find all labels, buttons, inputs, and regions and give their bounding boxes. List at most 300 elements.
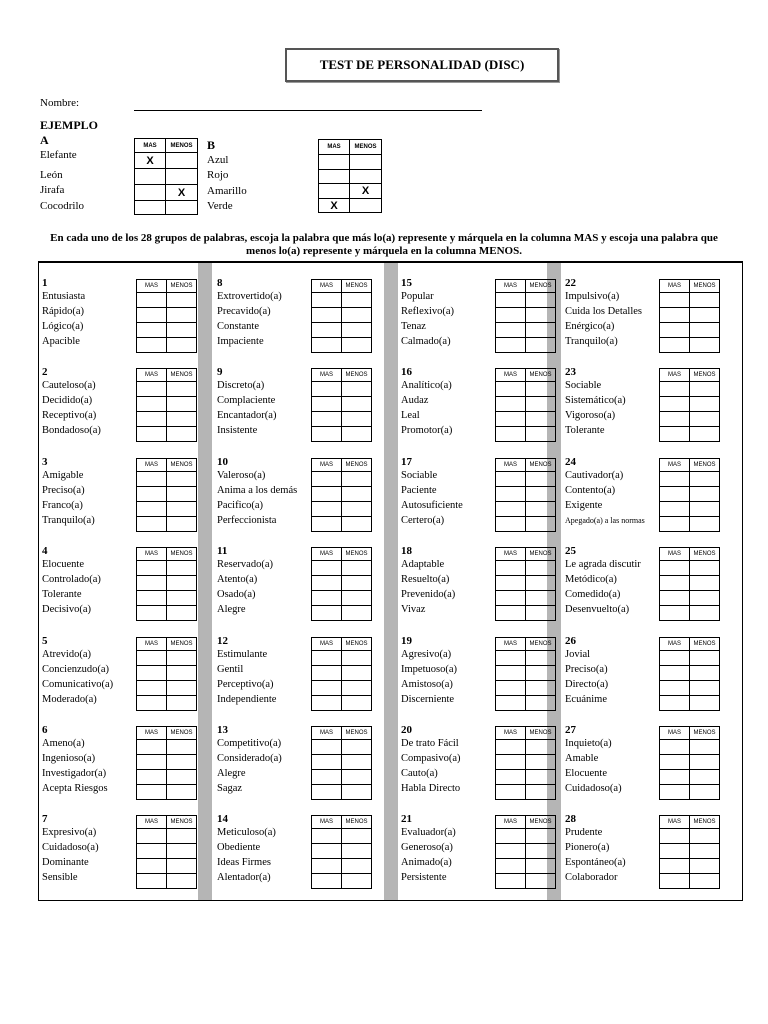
mas-checkbox[interactable] [312, 412, 342, 427]
menos-checkbox[interactable] [526, 576, 556, 591]
menos-checkbox[interactable] [526, 323, 556, 338]
word-group-22 [563, 275, 728, 355]
menos-checkbox[interactable] [690, 681, 720, 696]
group-number: 15 [401, 277, 412, 289]
mas-checkbox[interactable] [660, 740, 690, 755]
group-number: 6 [42, 724, 48, 736]
group-word: Independiente [217, 694, 277, 705]
group-word: Alegre [217, 604, 246, 615]
menos-checkbox[interactable] [690, 293, 720, 308]
menos-checkbox[interactable] [167, 308, 197, 323]
menos-checkbox[interactable] [167, 785, 197, 800]
menos-checkbox[interactable] [342, 681, 372, 696]
mas-checkbox[interactable] [312, 755, 342, 770]
menos-checkbox[interactable] [690, 829, 720, 844]
menos-checkbox[interactable] [690, 874, 720, 889]
word-group-25 [563, 543, 728, 623]
mas-checkbox[interactable] [660, 517, 690, 532]
mas-checkbox[interactable] [496, 666, 526, 681]
menos-header: MENOS [526, 816, 556, 829]
menos-checkbox[interactable] [690, 591, 720, 606]
example-mark-cell: X [166, 185, 198, 201]
menos-checkbox[interactable] [526, 844, 556, 859]
mas-checkbox[interactable] [660, 591, 690, 606]
mas-checkbox[interactable] [496, 308, 526, 323]
mas-menos-grid [495, 547, 556, 621]
word-group-18 [399, 543, 564, 623]
menos-checkbox[interactable] [167, 472, 197, 487]
mas-checkbox[interactable] [496, 293, 526, 308]
mas-checkbox[interactable] [660, 412, 690, 427]
mas-checkbox[interactable] [137, 472, 167, 487]
menos-checkbox[interactable] [526, 338, 556, 353]
menos-checkbox[interactable] [690, 666, 720, 681]
menos-checkbox[interactable] [167, 606, 197, 621]
mas-checkbox[interactable] [312, 874, 342, 889]
mas-checkbox[interactable] [660, 472, 690, 487]
menos-checkbox[interactable] [690, 397, 720, 412]
menos-checkbox[interactable] [526, 755, 556, 770]
mas-checkbox[interactable] [660, 829, 690, 844]
menos-checkbox[interactable] [690, 308, 720, 323]
word-group-6 [40, 722, 205, 802]
menos-checkbox[interactable] [342, 427, 372, 442]
menos-checkbox[interactable] [526, 606, 556, 621]
menos-checkbox[interactable] [342, 696, 372, 711]
group-word: Moderado(a) [42, 694, 97, 705]
mas-checkbox[interactable] [496, 844, 526, 859]
mas-checkbox[interactable] [660, 338, 690, 353]
example-b-item: Rojo [207, 169, 229, 181]
group-word: Ecuánime [565, 694, 607, 705]
mas-header: MAS [312, 459, 342, 472]
mas-checkbox[interactable] [312, 770, 342, 785]
menos-checkbox[interactable] [690, 785, 720, 800]
menos-checkbox[interactable] [342, 755, 372, 770]
mas-header: MAS [312, 638, 342, 651]
group-number: 4 [42, 545, 48, 557]
mas-checkbox[interactable] [137, 606, 167, 621]
checkbox-cell [166, 153, 198, 169]
mas-menos-grid [495, 726, 556, 800]
mas-checkbox[interactable] [312, 859, 342, 874]
group-word: Alegre [217, 768, 246, 779]
mas-checkbox[interactable] [312, 576, 342, 591]
mas-checkbox[interactable] [496, 740, 526, 755]
mas-checkbox[interactable] [312, 681, 342, 696]
menos-checkbox[interactable] [167, 561, 197, 576]
group-word: Reservado(a) [217, 559, 273, 570]
mas-checkbox[interactable] [137, 770, 167, 785]
menos-checkbox[interactable] [526, 412, 556, 427]
mas-checkbox[interactable] [312, 696, 342, 711]
mas-checkbox[interactable] [137, 382, 167, 397]
mas-checkbox[interactable] [496, 561, 526, 576]
menos-checkbox[interactable] [342, 859, 372, 874]
mas-checkbox[interactable] [496, 472, 526, 487]
menos-checkbox[interactable] [526, 561, 556, 576]
menos-checkbox[interactable] [342, 770, 372, 785]
menos-checkbox[interactable] [167, 591, 197, 606]
mas-checkbox[interactable] [496, 576, 526, 591]
group-word: Contento(a) [565, 485, 616, 496]
mas-checkbox[interactable] [312, 502, 342, 517]
word-group-10 [215, 454, 380, 534]
menos-checkbox[interactable] [167, 755, 197, 770]
group-number: 10 [217, 456, 228, 468]
group-number: 23 [565, 366, 576, 378]
menos-checkbox[interactable] [342, 829, 372, 844]
mas-checkbox[interactable] [496, 412, 526, 427]
mas-header: MAS [660, 816, 690, 829]
mas-checkbox[interactable] [137, 859, 167, 874]
mas-checkbox[interactable] [496, 755, 526, 770]
menos-checkbox[interactable] [342, 561, 372, 576]
menos-checkbox[interactable] [690, 323, 720, 338]
mas-checkbox[interactable] [660, 308, 690, 323]
menos-checkbox[interactable] [342, 785, 372, 800]
menos-checkbox[interactable] [526, 696, 556, 711]
menos-checkbox[interactable] [526, 427, 556, 442]
menos-checkbox[interactable] [690, 651, 720, 666]
word-group-15 [399, 275, 564, 355]
group-word: Colaborador [565, 872, 618, 883]
mas-checkbox[interactable] [660, 561, 690, 576]
mas-checkbox[interactable] [660, 770, 690, 785]
mas-checkbox[interactable] [137, 412, 167, 427]
menos-checkbox[interactable] [167, 666, 197, 681]
menos-checkbox[interactable] [167, 829, 197, 844]
mas-checkbox[interactable] [137, 323, 167, 338]
menos-checkbox[interactable] [342, 606, 372, 621]
menos-checkbox[interactable] [342, 487, 372, 502]
menos-checkbox[interactable] [690, 770, 720, 785]
mas-checkbox[interactable] [660, 487, 690, 502]
group-word: Analítico(a) [401, 380, 452, 391]
word-group-4 [40, 543, 205, 623]
menos-checkbox[interactable] [342, 338, 372, 353]
mas-checkbox[interactable] [137, 666, 167, 681]
menos-checkbox[interactable] [342, 576, 372, 591]
mas-checkbox[interactable] [496, 696, 526, 711]
mas-checkbox[interactable] [137, 308, 167, 323]
group-number: 3 [42, 456, 48, 468]
menos-checkbox[interactable] [690, 427, 720, 442]
mas-checkbox[interactable] [137, 293, 167, 308]
menos-checkbox[interactable] [167, 502, 197, 517]
menos-checkbox[interactable] [526, 502, 556, 517]
menos-checkbox[interactable] [167, 770, 197, 785]
mas-checkbox[interactable] [312, 844, 342, 859]
mas-checkbox[interactable] [660, 606, 690, 621]
mas-checkbox[interactable] [496, 651, 526, 666]
mas-checkbox[interactable] [496, 323, 526, 338]
group-number: 11 [217, 545, 228, 557]
mas-checkbox[interactable] [660, 427, 690, 442]
mas-header: MAS [137, 548, 167, 561]
menos-checkbox[interactable] [690, 755, 720, 770]
mas-checkbox[interactable] [660, 397, 690, 412]
menos-checkbox[interactable] [690, 606, 720, 621]
mas-checkbox[interactable] [496, 829, 526, 844]
menos-checkbox[interactable] [167, 651, 197, 666]
mas-menos-grid [659, 637, 720, 711]
group-word: Amistoso(a) [401, 679, 453, 690]
mas-menos-grid [311, 726, 372, 800]
mas-checkbox[interactable] [660, 785, 690, 800]
mas-checkbox[interactable] [660, 859, 690, 874]
menos-checkbox[interactable] [690, 844, 720, 859]
menos-checkbox[interactable] [167, 397, 197, 412]
mas-checkbox[interactable] [312, 561, 342, 576]
mas-menos-grid [311, 637, 372, 711]
menos-checkbox[interactable] [342, 308, 372, 323]
example-heading: EJEMPLO [40, 118, 99, 132]
mas-checkbox[interactable] [496, 517, 526, 532]
group-word: Resuelto(a) [401, 574, 450, 585]
mas-header: MAS [137, 727, 167, 740]
mas-checkbox[interactable] [312, 382, 342, 397]
menos-checkbox[interactable] [167, 576, 197, 591]
menos-checkbox[interactable] [167, 844, 197, 859]
mas-checkbox[interactable] [660, 755, 690, 770]
menos-checkbox[interactable] [690, 502, 720, 517]
menos-header: MENOS [690, 369, 720, 382]
mas-checkbox[interactable] [312, 293, 342, 308]
checkbox-cell [135, 185, 166, 201]
menos-checkbox[interactable] [690, 412, 720, 427]
mas-checkbox[interactable] [137, 844, 167, 859]
menos-checkbox[interactable] [526, 591, 556, 606]
group-word: De trato Fácil [401, 738, 459, 749]
menos-checkbox[interactable] [526, 829, 556, 844]
menos-checkbox[interactable] [690, 561, 720, 576]
mas-checkbox[interactable] [312, 606, 342, 621]
mas-checkbox[interactable] [496, 397, 526, 412]
mas-checkbox[interactable] [312, 308, 342, 323]
mas-checkbox[interactable] [660, 681, 690, 696]
menos-checkbox[interactable] [342, 591, 372, 606]
mas-checkbox[interactable] [312, 666, 342, 681]
menos-checkbox[interactable] [526, 651, 556, 666]
group-word: Preciso(a) [42, 485, 85, 496]
menos-checkbox[interactable] [526, 681, 556, 696]
menos-checkbox[interactable] [526, 666, 556, 681]
menos-checkbox[interactable] [167, 517, 197, 532]
mas-checkbox[interactable] [660, 651, 690, 666]
mas-checkbox[interactable] [496, 338, 526, 353]
mas-checkbox[interactable] [496, 591, 526, 606]
menos-checkbox[interactable] [342, 502, 372, 517]
mas-checkbox[interactable] [137, 785, 167, 800]
menos-checkbox[interactable] [167, 323, 197, 338]
group-word: Controlado(a) [42, 574, 101, 585]
group-word: Atrevido(a) [42, 649, 91, 660]
menos-checkbox[interactable] [690, 859, 720, 874]
menos-checkbox[interactable] [690, 338, 720, 353]
menos-checkbox[interactable] [690, 382, 720, 397]
group-word: Vivaz [401, 604, 426, 615]
mas-checkbox[interactable] [137, 397, 167, 412]
mas-header: MAS [312, 369, 342, 382]
mas-checkbox[interactable] [137, 740, 167, 755]
mas-checkbox[interactable] [660, 696, 690, 711]
group-word: Certero(a) [401, 515, 445, 526]
mas-checkbox[interactable] [660, 382, 690, 397]
mas-checkbox[interactable] [312, 591, 342, 606]
mas-menos-grid [495, 368, 556, 442]
menos-checkbox[interactable] [167, 487, 197, 502]
menos-header: MENOS [342, 369, 372, 382]
mas-checkbox[interactable] [137, 755, 167, 770]
mas-checkbox[interactable] [137, 427, 167, 442]
group-number: 24 [565, 456, 576, 468]
menos-checkbox[interactable] [167, 382, 197, 397]
mas-checkbox[interactable] [137, 874, 167, 889]
mas-checkbox[interactable] [312, 740, 342, 755]
menos-checkbox[interactable] [167, 696, 197, 711]
menos-checkbox[interactable] [342, 382, 372, 397]
name-label: Nombre: [40, 97, 80, 109]
menos-checkbox[interactable] [526, 382, 556, 397]
mas-checkbox[interactable] [660, 293, 690, 308]
mas-checkbox[interactable] [312, 829, 342, 844]
menos-checkbox[interactable] [690, 576, 720, 591]
mas-checkbox[interactable] [137, 487, 167, 502]
mas-menos-grid [136, 726, 197, 800]
menos-checkbox[interactable] [342, 517, 372, 532]
mas-checkbox[interactable] [312, 427, 342, 442]
mas-checkbox[interactable] [496, 606, 526, 621]
menos-checkbox[interactable] [342, 323, 372, 338]
example-mark-cell: X [319, 199, 350, 213]
mas-checkbox[interactable] [660, 323, 690, 338]
mas-checkbox[interactable] [660, 666, 690, 681]
mas-checkbox[interactable] [496, 681, 526, 696]
mas-menos-grid [311, 458, 372, 532]
menos-checkbox[interactable] [342, 874, 372, 889]
menos-checkbox[interactable] [167, 740, 197, 755]
mas-checkbox[interactable] [496, 382, 526, 397]
mas-checkbox[interactable] [137, 829, 167, 844]
menos-checkbox[interactable] [690, 487, 720, 502]
menos-checkbox[interactable] [342, 293, 372, 308]
mas-checkbox[interactable] [312, 397, 342, 412]
mas-header: MAS [319, 140, 350, 155]
mas-checkbox[interactable] [496, 859, 526, 874]
mas-checkbox[interactable] [496, 874, 526, 889]
menos-checkbox[interactable] [342, 666, 372, 681]
mas-checkbox[interactable] [137, 517, 167, 532]
mas-header: MAS [660, 638, 690, 651]
mas-checkbox[interactable] [312, 487, 342, 502]
mas-checkbox[interactable] [496, 502, 526, 517]
mas-checkbox[interactable] [312, 517, 342, 532]
mas-checkbox[interactable] [496, 487, 526, 502]
mas-checkbox[interactable] [496, 770, 526, 785]
group-word: Paciente [401, 485, 437, 496]
menos-header: MENOS [166, 139, 198, 153]
group-number: 27 [565, 724, 576, 736]
mas-checkbox[interactable] [137, 591, 167, 606]
mas-checkbox[interactable] [660, 576, 690, 591]
menos-checkbox[interactable] [167, 859, 197, 874]
menos-checkbox[interactable] [526, 397, 556, 412]
checkbox-cell [319, 155, 350, 170]
menos-checkbox[interactable] [167, 412, 197, 427]
mas-checkbox[interactable] [660, 874, 690, 889]
menos-checkbox[interactable] [690, 517, 720, 532]
menos-checkbox[interactable] [526, 740, 556, 755]
mas-checkbox[interactable] [312, 472, 342, 487]
mas-checkbox[interactable] [137, 696, 167, 711]
menos-checkbox[interactable] [526, 472, 556, 487]
menos-checkbox[interactable] [690, 696, 720, 711]
menos-header: MENOS [167, 638, 197, 651]
menos-checkbox[interactable] [167, 681, 197, 696]
menos-checkbox[interactable] [167, 427, 197, 442]
menos-checkbox[interactable] [526, 859, 556, 874]
menos-checkbox[interactable] [526, 487, 556, 502]
menos-checkbox[interactable] [167, 874, 197, 889]
group-word: Calmado(a) [401, 336, 451, 347]
menos-checkbox[interactable] [342, 651, 372, 666]
mas-checkbox[interactable] [312, 323, 342, 338]
mas-checkbox[interactable] [496, 785, 526, 800]
mas-header: MAS [660, 280, 690, 293]
menos-checkbox[interactable] [526, 770, 556, 785]
mas-checkbox[interactable] [137, 502, 167, 517]
group-word: Sensible [42, 872, 78, 883]
mas-checkbox[interactable] [137, 681, 167, 696]
menos-checkbox[interactable] [526, 308, 556, 323]
menos-checkbox[interactable] [690, 740, 720, 755]
menos-checkbox[interactable] [167, 293, 197, 308]
menos-checkbox[interactable] [342, 844, 372, 859]
group-word: Ideas Firmes [217, 857, 271, 868]
menos-checkbox[interactable] [342, 397, 372, 412]
mas-checkbox[interactable] [312, 785, 342, 800]
menos-checkbox[interactable] [342, 412, 372, 427]
group-word: Elocuente [565, 768, 607, 779]
name-field-line[interactable] [134, 110, 482, 111]
group-word: Le agrada discutir [565, 559, 641, 570]
mas-checkbox[interactable] [137, 651, 167, 666]
mas-checkbox[interactable] [312, 651, 342, 666]
menos-checkbox[interactable] [526, 293, 556, 308]
menos-checkbox[interactable] [342, 740, 372, 755]
mas-checkbox[interactable] [496, 427, 526, 442]
mas-checkbox[interactable] [137, 338, 167, 353]
mas-menos-grid [311, 368, 372, 442]
mas-checkbox[interactable] [137, 561, 167, 576]
menos-checkbox[interactable] [526, 874, 556, 889]
mas-checkbox[interactable] [660, 844, 690, 859]
word-group-19 [399, 633, 564, 713]
mas-menos-grid [136, 547, 197, 621]
menos-checkbox[interactable] [167, 338, 197, 353]
word-group-26 [563, 633, 728, 713]
menos-checkbox[interactable] [690, 472, 720, 487]
mas-checkbox[interactable] [312, 338, 342, 353]
menos-checkbox[interactable] [526, 517, 556, 532]
menos-checkbox[interactable] [342, 472, 372, 487]
menos-checkbox[interactable] [526, 785, 556, 800]
mas-checkbox[interactable] [660, 502, 690, 517]
mas-checkbox[interactable] [137, 576, 167, 591]
word-group-9 [215, 364, 380, 444]
instructions [36, 232, 732, 258]
